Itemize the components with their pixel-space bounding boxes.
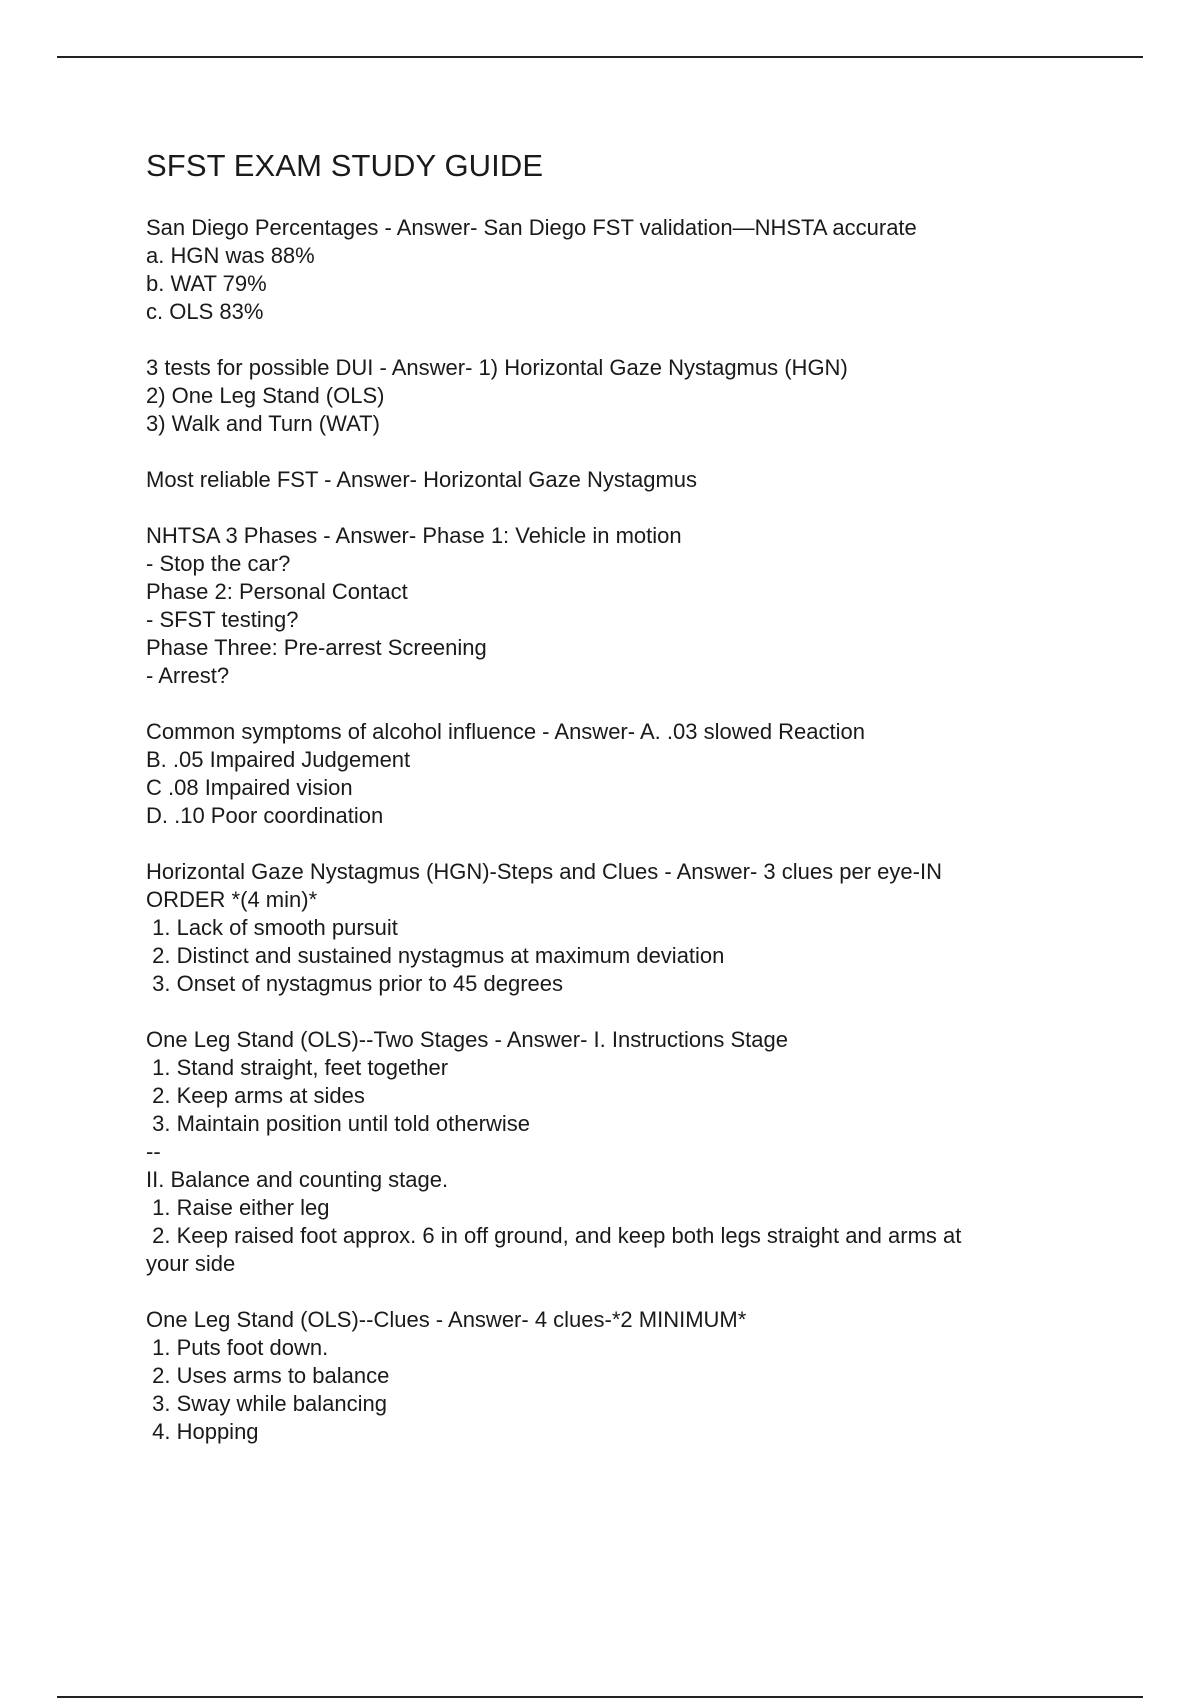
qa-answer-line: 1. Puts foot down. (146, 1335, 329, 1360)
qa-answer-line: c. OLS 83% (146, 299, 264, 324)
qa-answer-line: D. .10 Poor coordination (146, 803, 384, 828)
qa-answer-line: 3. Maintain position until told otherwise (146, 1111, 531, 1136)
qa-answer-line: 2) One Leg Stand (OLS) (146, 383, 385, 408)
qa-answer-line: Phase 2: Personal Contact (146, 579, 408, 604)
qa-answer-line: 3. Onset of nystagmus prior to 45 degrees (146, 971, 564, 996)
qa-answer-line: a. HGN was 88% (146, 243, 315, 268)
qa-answer-line: - Arrest? (146, 663, 230, 688)
qa-answer-line: 2. Keep arms at sides (146, 1083, 365, 1108)
qa-question-line: Common symptoms of alcohol influence - Answer- A. .03 slowed Reaction (146, 719, 865, 744)
qa-answer-line: 4. Hopping (146, 1419, 259, 1444)
qa-answer-line: Phase Three: Pre-arrest Screening (146, 635, 487, 660)
qa-answer-line: your side (146, 1251, 236, 1276)
qa-answer-line: 2. Uses arms to balance (146, 1363, 390, 1388)
qa-entry (146, 522, 1076, 690)
qa-entry (146, 1306, 1076, 1446)
qa-entry (146, 214, 1076, 326)
qa-answer-line: -- (146, 1139, 161, 1164)
qa-answer-line: 1. Stand straight, feet together (146, 1055, 449, 1080)
qa-question-line: One Leg Stand (OLS)--Two Stages - Answer- I. Instructions Stage (146, 1027, 788, 1052)
qa-answer-line: B. .05 Impaired Judgement (146, 747, 411, 772)
qa-entry (146, 1026, 1076, 1278)
qa-answer-line: - Stop the car? (146, 551, 291, 576)
qa-question-line: Horizontal Gaze Nystagmus (HGN)-Steps and Clues - Answer- 3 clues per eye-IN (146, 859, 942, 884)
qa-answer-line: 2. Distinct and sustained nystagmus at maximum deviation (146, 943, 725, 968)
qa-entries (146, 214, 1076, 1446)
qa-entry (146, 466, 1076, 494)
qa-answer-line: - SFST testing? (146, 607, 299, 632)
qa-question-line: San Diego Percentages - Answer- San Diego FST validation—NHSTA accurate (146, 215, 917, 240)
qa-answer-line: 3. Sway while balancing (146, 1391, 387, 1416)
qa-answer-line: ORDER *(4 min)* (146, 887, 318, 912)
qa-question-line: One Leg Stand (OLS)--Clues - Answer- 4 clues-*2 MINIMUM* (146, 1307, 747, 1332)
document-title: SFST EXAM STUDY GUIDE (146, 148, 544, 183)
qa-answer-line: C .08 Impaired vision (146, 775, 353, 800)
qa-entry (146, 858, 1076, 998)
qa-answer-line: 1. Raise either leg (146, 1195, 330, 1220)
qa-answer-line: II. Balance and counting stage. (146, 1167, 449, 1192)
qa-answer-line: 3) Walk and Turn (WAT) (146, 411, 380, 436)
qa-answer-line: 2. Keep raised foot approx. 6 in off ground, and keep both legs straight and arms at (146, 1223, 962, 1248)
qa-entry (146, 718, 1076, 830)
qa-answer-line: b. WAT 79% (146, 271, 267, 296)
qa-question-line: NHTSA 3 Phases - Answer- Phase 1: Vehicle in motion (146, 523, 682, 548)
qa-entry (146, 354, 1076, 438)
qa-answer-line: 1. Lack of smooth pursuit (146, 915, 398, 940)
bottom-divider (57, 1696, 1143, 1698)
top-divider (57, 56, 1143, 58)
qa-question-line: 3 tests for possible DUI - Answer- 1) Horizontal Gaze Nystagmus (HGN) (146, 355, 848, 380)
document-body (146, 146, 1076, 1474)
qa-question-line: Most reliable FST - Answer- Horizontal Gaze Nystagmus (146, 467, 697, 492)
